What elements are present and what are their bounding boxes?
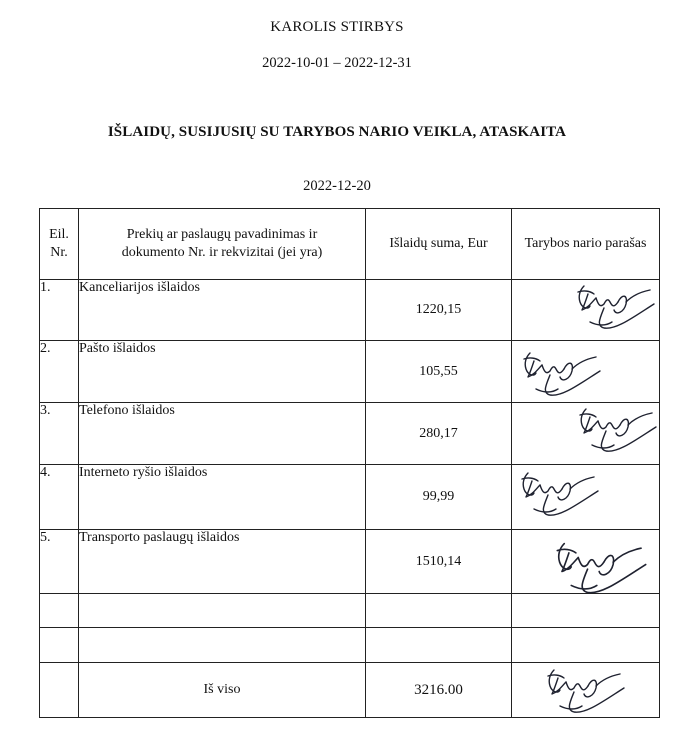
row-sum: 105,55: [366, 341, 512, 403]
row-sum: 99,99: [366, 465, 512, 530]
row-sum: 1510,14: [366, 530, 512, 594]
total-sum: 3216.00: [366, 663, 512, 718]
row-signature-cell: [512, 280, 660, 341]
table-total-row: [40, 663, 660, 718]
table-row: [40, 530, 660, 594]
row-sum: 1220,15: [366, 280, 512, 341]
total-label: Iš viso: [79, 663, 366, 718]
signature-image: [514, 469, 600, 519]
signature-image: [540, 666, 626, 716]
row-signature-cell: [512, 663, 660, 718]
row-number: 4.: [40, 465, 79, 530]
report-title: IŠLAIDŲ, SUSIJUSIŲ SU TARYBOS NARIO VEIKLA, ATASKAITA: [107, 124, 567, 140]
row-signature-cell: [512, 403, 660, 465]
row-sum: 280,17: [366, 403, 512, 465]
row-name: Kanceliarijos išlaidos: [79, 280, 366, 341]
person-name: KAROLIS STIRBYS: [270, 19, 404, 35]
row-number: 5.: [40, 530, 79, 594]
table-row-empty: [40, 594, 660, 628]
column-header-signature: Tarybos nario parašas: [512, 209, 660, 280]
expense-table: [39, 208, 660, 718]
table-row: [40, 403, 660, 465]
table-row: [40, 280, 660, 341]
column-header-sum: Išlaidų suma, Eur: [366, 209, 512, 280]
row-number: 1.: [40, 280, 79, 341]
signature-image: [548, 538, 648, 598]
column-header-nr: Eil. Nr.: [40, 209, 79, 280]
row-name: Interneto ryšio išlaidos: [79, 465, 366, 530]
report-date: 2022-12-20: [303, 178, 371, 194]
table-row: [40, 341, 660, 403]
table-row-empty: [40, 628, 660, 663]
row-signature-cell: [512, 341, 660, 403]
signature-image: [572, 405, 658, 455]
row-signature-cell: [512, 465, 660, 530]
signature-image: [516, 349, 602, 399]
table-header-row: [40, 209, 660, 280]
row-name: Telefono išlaidos: [79, 403, 366, 465]
row-name: Pašto išlaidos: [79, 341, 366, 403]
row-number: 2.: [40, 341, 79, 403]
row-name: Transporto paslaugų išlaidos: [79, 530, 366, 594]
report-period: 2022-10-01 – 2022-12-31: [262, 55, 412, 71]
column-header-name: Prekių ar paslaugų pavadinimas ir dokumento Nr. ir rekvizitai (jei yra): [79, 209, 366, 280]
row-number: 3.: [40, 403, 79, 465]
signature-image: [570, 282, 656, 332]
table-row: [40, 465, 660, 530]
row-signature-cell: [512, 530, 660, 594]
